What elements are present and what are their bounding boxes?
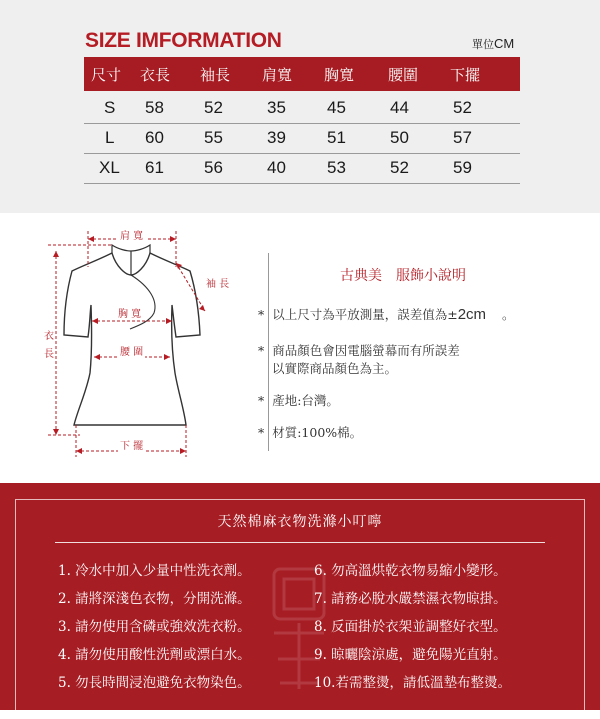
cell-sleeve: 55 bbox=[204, 128, 223, 147]
cell-chest: 51 bbox=[327, 128, 346, 147]
cell-shoulder: 35 bbox=[267, 98, 286, 117]
label-shoulder: 肩 寬 bbox=[117, 227, 146, 242]
arrow-icon bbox=[53, 251, 59, 257]
care-section bbox=[0, 483, 600, 710]
care-item: 8. 反面掛於衣架並調整好衣型。 bbox=[314, 619, 507, 635]
diagram-section bbox=[0, 213, 600, 483]
cell-hem: 57 bbox=[453, 128, 472, 147]
cell-length: 61 bbox=[145, 158, 164, 177]
cell-chest: 53 bbox=[327, 158, 346, 177]
size-table-header bbox=[84, 57, 520, 91]
note-item-continued: 以實際商品顏色為主。 bbox=[272, 361, 398, 376]
note-text: 商品顏色會因電腦螢幕而有所誤差 bbox=[272, 343, 460, 358]
care-title: 天然棉麻衣物洗滌小叮嚀 bbox=[217, 514, 383, 530]
cell-size: S bbox=[104, 98, 116, 117]
arrow-icon bbox=[88, 236, 94, 242]
note-item bbox=[258, 391, 339, 409]
care-item: 3. 請勿使用含磷或強效洗衣粉。 bbox=[58, 619, 251, 635]
cell-size: L bbox=[105, 128, 115, 147]
size-title: SIZE IMFORMATION bbox=[85, 29, 282, 52]
cell-shoulder: 40 bbox=[267, 158, 286, 177]
header-waist: 腰圍 bbox=[388, 66, 419, 84]
unit-value: CM bbox=[494, 36, 515, 51]
arrow-icon bbox=[180, 448, 186, 454]
care-item: 10.若需整燙，請低溫墊布整燙。 bbox=[314, 675, 511, 691]
cell-waist: 52 bbox=[390, 158, 409, 177]
cell-sleeve: 52 bbox=[204, 98, 223, 117]
bullet: * bbox=[258, 425, 265, 440]
header-hem: 下擺 bbox=[450, 66, 481, 84]
arrow-icon bbox=[76, 448, 82, 454]
note-value: 2cm bbox=[457, 306, 487, 323]
care-item: 1. 冷水中加入少量中性洗衣劑。 bbox=[58, 563, 251, 579]
note-text: 材質:100%棉。 bbox=[272, 425, 363, 440]
note-item bbox=[258, 305, 514, 323]
cell-hem: 59 bbox=[453, 158, 472, 177]
header-chest: 胸寬 bbox=[324, 66, 355, 84]
cell-length: 58 bbox=[145, 98, 164, 117]
care-item: 4. 請勿使用酸性洗劑或漂白水。 bbox=[58, 647, 251, 663]
bullet: * bbox=[258, 393, 265, 408]
note-text: 產地:台灣。 bbox=[272, 393, 339, 408]
label-hem: 下 擺 bbox=[118, 437, 145, 452]
care-item: 7. 請務必脫水嚴禁濕衣物晾掛。 bbox=[314, 591, 507, 607]
cell-hem: 52 bbox=[453, 98, 472, 117]
table-row bbox=[84, 153, 520, 184]
note-text: 以上尺寸為平放測量，誤差值為± bbox=[272, 307, 458, 322]
label-waist: 腰 圍 bbox=[118, 343, 145, 358]
cell-waist: 50 bbox=[390, 128, 409, 147]
unit-prefix: 單位 bbox=[472, 38, 494, 51]
care-item: 5. 勿長時間浸泡避免衣物染色。 bbox=[58, 675, 251, 691]
note-suffix: 。 bbox=[501, 307, 515, 322]
label-sleeve: 袖 長 bbox=[206, 279, 230, 290]
bullet: * bbox=[258, 307, 265, 322]
arrow-icon bbox=[53, 429, 59, 435]
note-item bbox=[258, 423, 362, 441]
cell-shoulder: 39 bbox=[267, 128, 286, 147]
label-chest: 胸 寬 bbox=[116, 305, 143, 320]
header-length: 衣長 bbox=[140, 66, 171, 84]
care-item: 6. 勿高溫烘乾衣物易縮小變形。 bbox=[314, 563, 507, 579]
header-shoulder: 肩寬 bbox=[262, 66, 293, 84]
size-section bbox=[0, 0, 600, 213]
size-unit bbox=[472, 36, 514, 52]
care-item: 2. 請將深淺色衣物，分開洗滌。 bbox=[58, 591, 251, 607]
notes-title: 古典美 服飾小說明 bbox=[340, 268, 466, 284]
cell-waist: 44 bbox=[390, 98, 409, 117]
header-size: 尺寸 bbox=[91, 66, 122, 84]
cell-length: 60 bbox=[145, 128, 164, 147]
care-item: 9. 晾曬陰涼處，避免陽光直射。 bbox=[314, 647, 507, 663]
label-length-2: 長 bbox=[44, 349, 54, 360]
label-length-1: 衣 bbox=[44, 331, 54, 342]
table-row bbox=[84, 123, 520, 154]
care-rule bbox=[55, 542, 545, 543]
table-row bbox=[84, 93, 520, 124]
cell-size: XL bbox=[99, 158, 120, 177]
cell-sleeve: 56 bbox=[204, 158, 223, 177]
header-sleeve: 袖長 bbox=[200, 66, 231, 84]
note-item bbox=[258, 341, 460, 359]
garment-outline bbox=[64, 253, 200, 425]
arrow-icon bbox=[170, 236, 176, 242]
bullet: * bbox=[258, 343, 265, 358]
cell-chest: 45 bbox=[327, 98, 346, 117]
